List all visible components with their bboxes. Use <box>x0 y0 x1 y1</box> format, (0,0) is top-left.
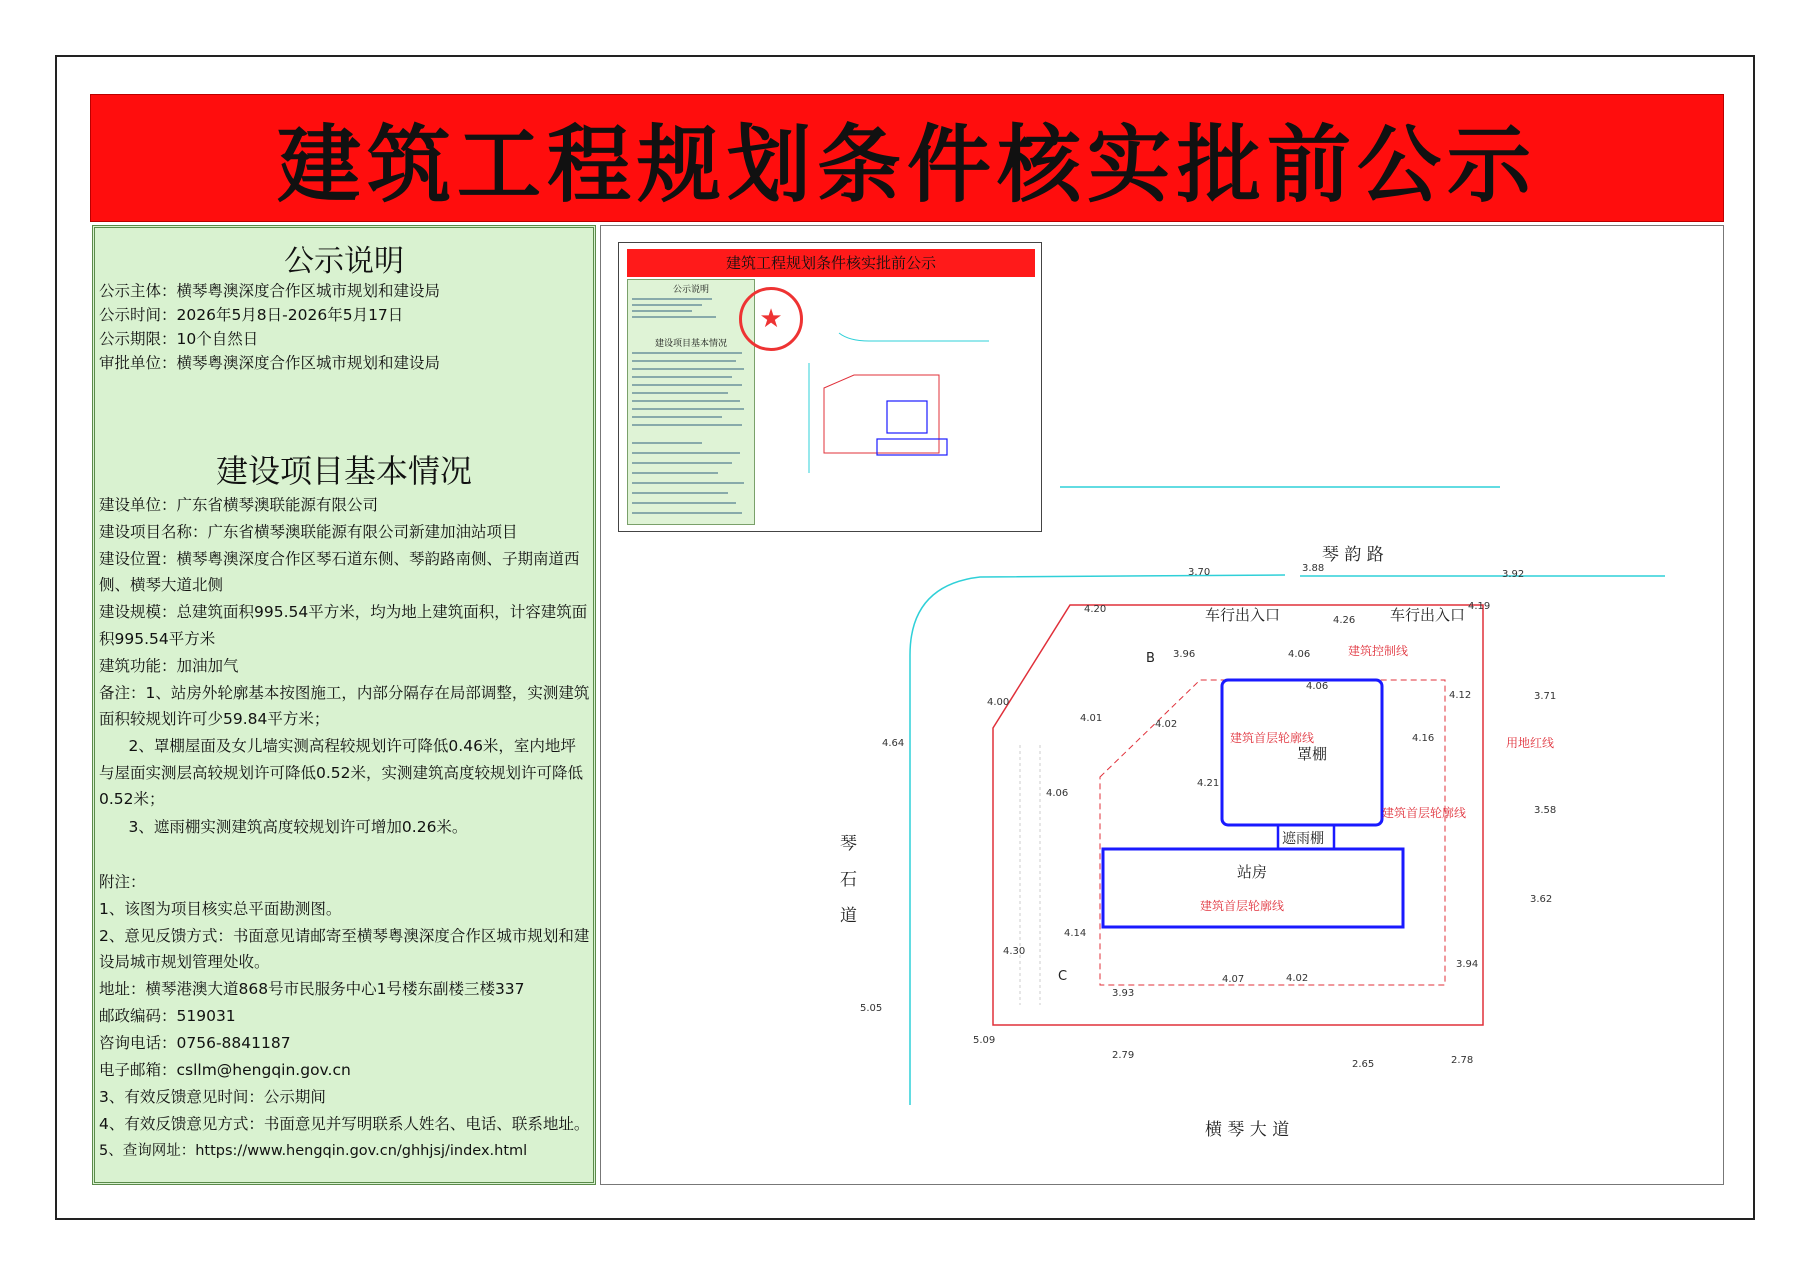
appendix-line: 附注： <box>99 873 146 891</box>
project-line: 与屋面实测层高较规划许可降低0.52米，实测建筑高度较规划许可降低 <box>99 764 584 782</box>
appendix-line: 设局城市规划管理处收。 <box>99 953 270 971</box>
project-line: 3、遮雨棚实测建筑高度较规划许可增加0.26米。 <box>99 818 468 836</box>
elevation-label: 4.21 <box>1197 778 1220 789</box>
notice-line: 审批单位：横琴粤澳深度合作区城市规划和建设局 <box>99 354 441 372</box>
elevation-label: 3.71 <box>1534 691 1557 702</box>
project-line: 建筑功能：加油加气 <box>99 657 239 675</box>
vehicle-exit-label: 车行出入口 <box>1390 606 1466 624</box>
outline-right-label: 建筑首层轮廓线 <box>1382 806 1467 820</box>
notice-line: 公示期限：10个自然日 <box>99 330 259 348</box>
thumbnail-project-title: 建设项目基本情况 <box>654 339 727 349</box>
rain-shelter-label: 遮雨棚 <box>1282 831 1324 847</box>
project-line: 侧、横琴大道北侧 <box>99 576 224 594</box>
station-outline-label: 建筑首层轮廓线 <box>1200 899 1285 913</box>
elevation-label: 4.01 <box>1080 713 1103 724</box>
elevation-label: 4.20 <box>1084 604 1107 615</box>
elevation-label: 4.12 <box>1449 690 1472 701</box>
canopy-label: 罩棚 <box>1297 745 1328 763</box>
elevation-label: 4.02 <box>1286 973 1309 984</box>
station-label: 站房 <box>1237 863 1268 881</box>
appendix-line: 1、该图为项目核实总平面勘测图。 <box>99 900 342 918</box>
elevation-label: 3.94 <box>1456 959 1479 970</box>
project-line: 建设单位：广东省横琴澳联能源有限公司 <box>99 496 379 514</box>
road-name-south: 横 琴 大 道 <box>1205 1120 1290 1140</box>
elevation-label: 3.88 <box>1302 563 1325 574</box>
station-outline <box>1103 849 1403 927</box>
elevation-label: 3.96 <box>1173 649 1196 660</box>
survey-point-b: B <box>1146 651 1155 666</box>
elevation-label: 4.30 <box>1003 946 1026 957</box>
appendix-line: 2、意见反馈方式：书面意见请邮寄至横琴粤澳深度合作区城市规划和建 <box>99 927 590 945</box>
elevation-label: 4.02 <box>1155 719 1178 730</box>
notice-title: 公示说明 <box>284 244 404 279</box>
appendix-line: 电子邮箱：csllm@hengqin.gov.cn <box>99 1061 351 1079</box>
elevation-label: 3.62 <box>1530 894 1553 905</box>
project-line: 建设规模：总建筑面积995.54平方米，均为地上建筑面积，计容建筑面 <box>99 603 588 621</box>
notice-line: 公示时间：2026年5月8日-2026年5月17日 <box>99 306 404 324</box>
elevation-label: 3.58 <box>1534 805 1557 816</box>
project-line: 建设位置：横琴粤澳深度合作区琴石道东侧、琴韵路南侧、子期南道西 <box>99 550 580 568</box>
elevation-label: 4.64 <box>882 738 905 749</box>
thumbnail-notice-title: 公示说明 <box>672 285 709 295</box>
elevation-label: 3.70 <box>1188 567 1211 578</box>
elevation-label: 5.05 <box>860 1003 883 1014</box>
elevation-label: 4.06 <box>1288 649 1311 660</box>
site-plan-drawing <box>600 225 1724 1185</box>
project-line: 0.52米； <box>99 790 165 808</box>
project-title: 建设项目基本情况 <box>215 452 472 490</box>
elevation-label: 2.79 <box>1112 1050 1135 1061</box>
road-name-north: 琴 韵 路 <box>1322 545 1384 565</box>
title-banner <box>90 94 1724 222</box>
elevation-label: 4.26 <box>1333 615 1356 626</box>
appendix-line: 5、查询网址：https://www.hengqin.gov.cn/ghhjsj/index.html <box>99 1143 528 1159</box>
project-line: 积995.54平方米 <box>99 630 216 648</box>
elevation-label: 2.78 <box>1451 1055 1474 1066</box>
appendix-line: 咨询电话：0756-8841187 <box>99 1034 291 1052</box>
elevation-label: 4.19 <box>1468 601 1491 612</box>
project-line: 面积较规划许可少59.84平方米； <box>99 710 330 728</box>
control-line-label: 建筑控制线 <box>1348 644 1409 658</box>
appendix-line: 3、有效反馈意见时间：公示期间 <box>99 1088 326 1106</box>
elevation-label: 4.14 <box>1064 928 1087 939</box>
road-name-west: 石 <box>840 870 857 890</box>
page-title: 建筑工程规划条件核实批前公示 <box>276 114 1537 214</box>
thumbnail-title: 建筑工程规划条件核实批前公示 <box>627 249 1035 277</box>
elevation-label: 2.65 <box>1352 1059 1375 1070</box>
info-panel <box>92 225 596 1185</box>
project-line: 备注：1、站房外轮廓基本按图施工，内部分隔存在局部调整，实测建筑 <box>99 684 590 702</box>
elevation-label: 4.16 <box>1412 733 1435 744</box>
elevation-label: 4.07 <box>1222 974 1245 985</box>
official-seal-icon: ★ <box>739 287 803 351</box>
elevation-label: 4.06 <box>1046 788 1069 799</box>
elevation-label: 3.92 <box>1502 569 1525 580</box>
survey-point-c: C <box>1058 969 1068 984</box>
canopy-outline-label: 建筑首层轮廓线 <box>1230 731 1315 745</box>
appendix-line: 邮政编码：519031 <box>99 1007 236 1025</box>
elevation-label: 5.09 <box>973 1035 996 1046</box>
road-name-west: 琴 <box>840 834 857 854</box>
appendix-line: 地址：横琴港澳大道868号市民服务中心1号楼东副楼三楼337 <box>99 980 525 998</box>
vehicle-exit-label: 车行出入口 <box>1205 606 1281 624</box>
building-control-line <box>1100 680 1445 985</box>
notice-line: 公示主体：横琴粤澳深度合作区城市规划和建设局 <box>99 282 441 300</box>
elevation-label: 4.06 <box>1306 681 1329 692</box>
road-name-west: 道 <box>840 906 857 926</box>
project-line: 2、罩棚屋面及女儿墙实测高程较规划许可降低0.46米，室内地坪 <box>99 737 576 755</box>
project-line: 建设项目名称：广东省横琴澳联能源有限公司新建加油站项目 <box>99 523 518 541</box>
elevation-label: 4.00 <box>987 697 1010 708</box>
elevation-label: 3.93 <box>1112 988 1135 999</box>
appendix-line: 4、有效反馈意见方式：书面意见并写明联系人姓名、电话、联系地址。 <box>99 1115 590 1133</box>
red-line-label: 用地红线 <box>1506 736 1555 750</box>
